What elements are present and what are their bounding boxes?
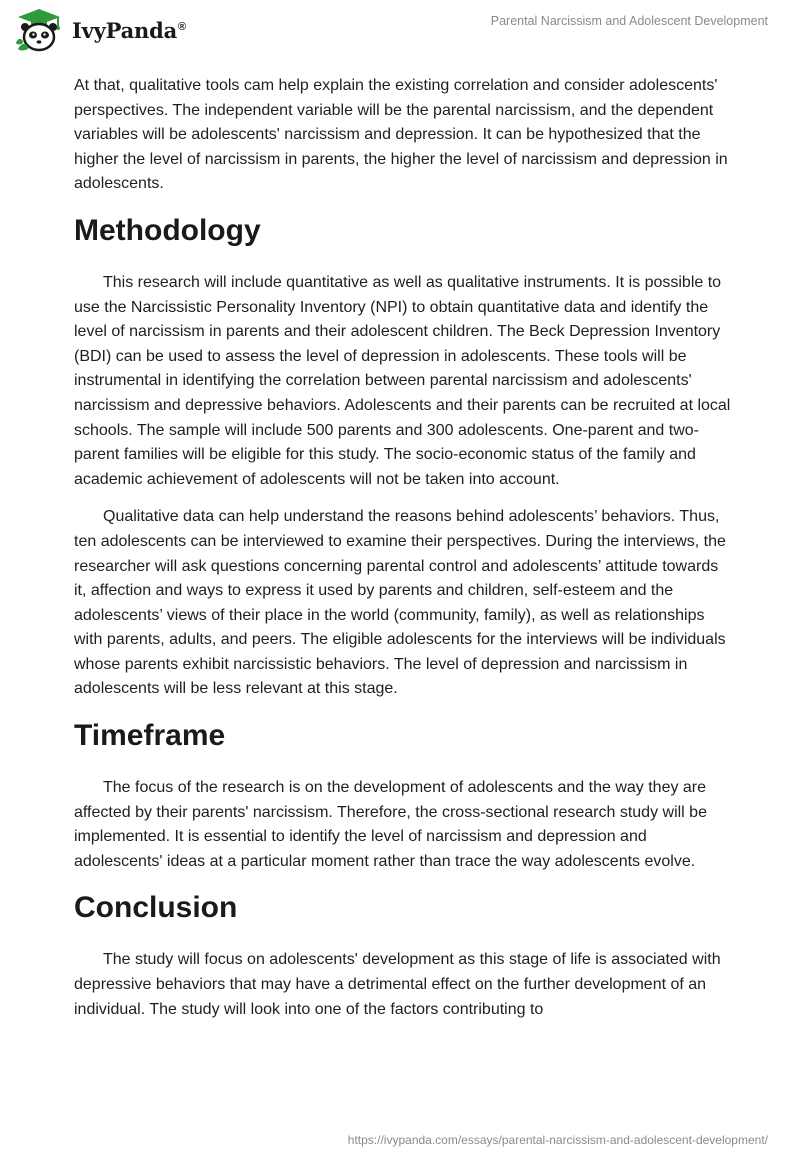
- page-header: [0, 0, 800, 60]
- ivypanda-logo[interactable]: [14, 7, 214, 53]
- section-heading-conclusion: Conclusion: [74, 891, 238, 925]
- section-heading-methodology: Methodology: [74, 213, 261, 247]
- source-url-link[interactable]: https://ivypanda.com/essays/parental-narcissism-and-adolescent-development/: [347, 1133, 768, 1147]
- panda-graduate-icon: [14, 7, 64, 53]
- running-title: Parental Narcissism and Adolescent Development: [490, 14, 768, 28]
- methodology-paragraph-1: This research will include quantitative as well as qualitative instruments. It is possible to use the Narcissistic Personality Inventory (NPI) to obtain quantitative data and identify the level of narcissism in parents and their adolescent children. The Beck Depression Inventory (BDI) can be used to assess the level of depression in adolescents. These tools will be instrumental in identifying the correlation between parental narcissism and adolescents' narcissism and depressive behaviors. Adolescents and their parents can be recruited at local schools. The sample will include 500 parents and 300 adolescents. One-parent and two-parent families will be eligible for this study. The socio-economic status of the family and academic achievement of adolescents will not be taken into account.: [74, 273, 731, 488]
- brand-name: IvyPanda®: [72, 17, 186, 43]
- methodology-paragraph-2: Qualitative data can help understand the reasons behind adolescents’ behaviors. Thus, ten adolescents can be interviewed to examine their perspectives. During the interviews, the researcher will ask questions concerning parental control and adolescents’ attitude towards it, affection and ways to express it used by parents and children, self-esteem and the adolescents’ views of their place in the world (community, family), as well as relationships with parents, adults, and peers. The eligible adolescents for the interviews will be individuals whose parents exhibit narcissistic behaviors. The level of depression and narcissism in adolescents will be less relevant at this stage.: [74, 508, 726, 698]
- intro-paragraph: At that, qualitative tools cam help explain the existing correlation and consider adolescents' perspectives. The independent variable will be the parental narcissism, and the dependent variables will be adolescents' narcissism and depression. It can be hypothesized that the higher the level of narcissism in parents, the higher the level of narcissism and depression in adolescents.: [74, 77, 728, 193]
- conclusion-paragraph: The study will focus on adolescents' development as this stage of life is associated with depressive behaviors that may have a detrimental effect on the further development of an individual. The study will look into one of the factors contributing to: [74, 951, 721, 1018]
- essay-content: [74, 74, 734, 1035]
- timeframe-paragraph: The focus of the research is on the development of adolescents and the way they are affected by their parents' narcissism. Therefore, the cross-sectional research study will be implemented. It is essential to identify the level of narcissism and depression and adolescents' ideas at a particular moment rather than trace the way adolescents evolve.: [74, 779, 707, 870]
- registered-mark: ®: [178, 20, 186, 33]
- section-heading-timeframe: Timeframe: [74, 719, 226, 753]
